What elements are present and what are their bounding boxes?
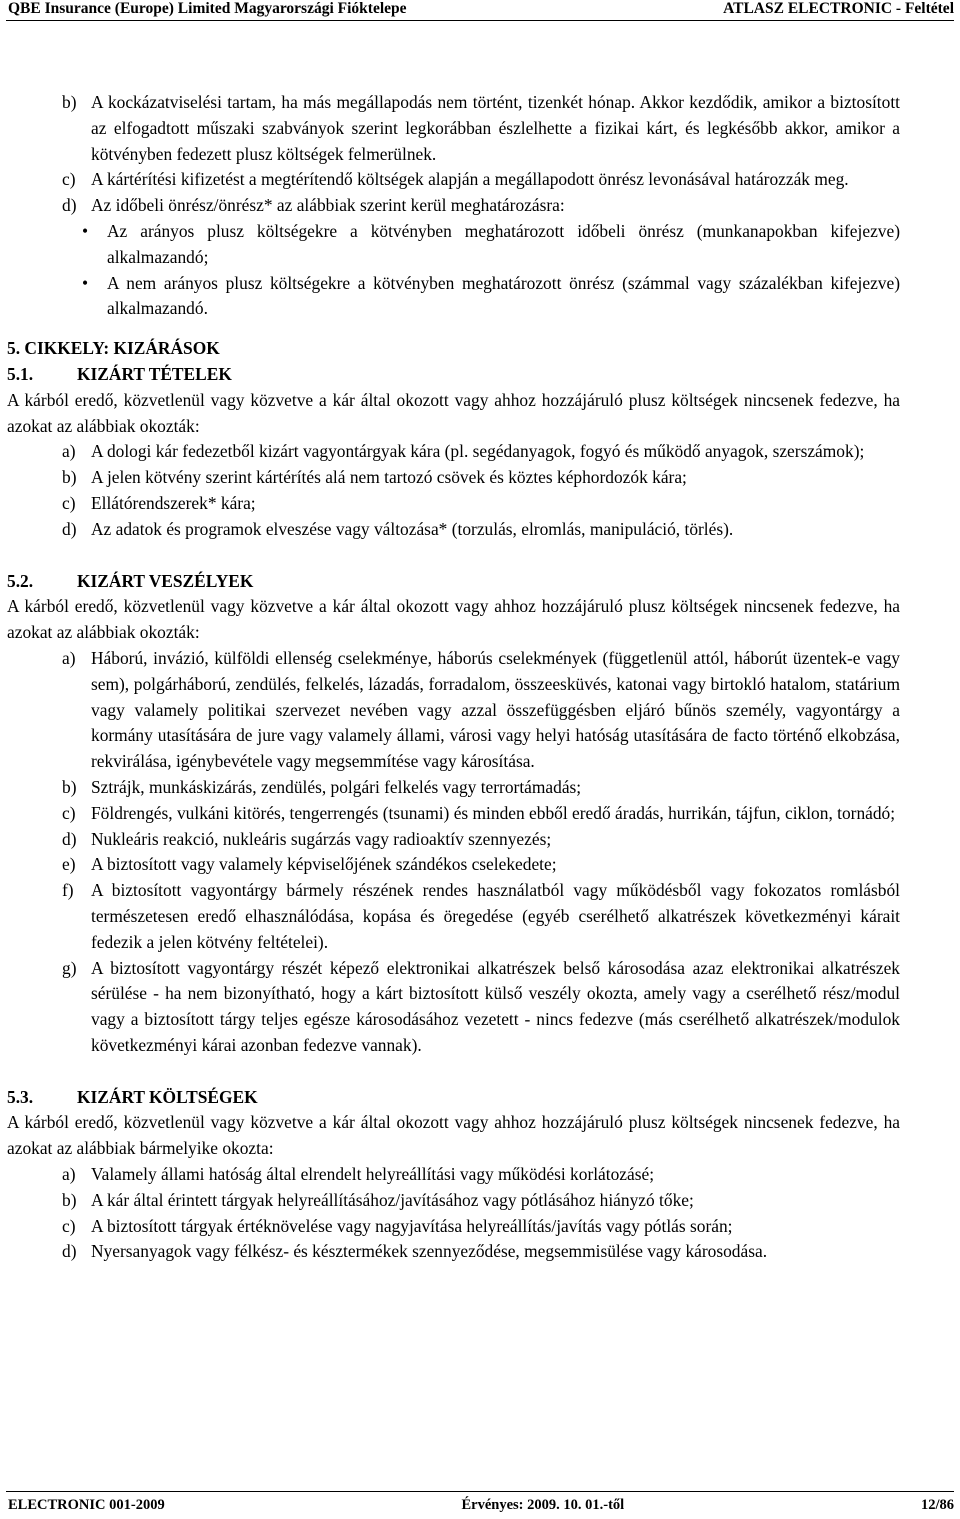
list-item: c) A kártérítési kifizetést a megtérítendő költségek alapján a megállapodott önrész levonásával határozzák meg.	[62, 169, 849, 190]
list-item: a) Valamely állami hatóság által elrendelt helyreállítási vagy működési korlátozásé;	[62, 1164, 655, 1185]
bullet-item: • A nem arányos plusz költségekre a kötvényben meghatározott önrész (számmal vagy százalékban kifejezve) alkalmazandó.	[82, 271, 900, 323]
list-item: d) Az adatok és programok elveszése vagy változása* (torzulás, elromlás, manipuláció, törlés).	[62, 518, 734, 539]
list-item: g) A biztosított vagyontárgy részét képező elektronikai alkatrészek belső károsodása azaz elektronikai alkatrészek sérülése - ha nem bizonyítható, hogy a kárt biztosított külső veszély okozta, amely vagy a cserélhető rész/modul vagy a biztosított tárgy teljes egésze károsodásához vezetett - nincs fedezve (más cserélhető alkatrészek/modulok következményi kárai azonban fedezve vannak).	[62, 957, 900, 1055]
list-item: d) Nukleáris reakció, nukleáris sugárzás vagy radioaktív szennyezés;	[62, 828, 552, 849]
page-footer	[8, 1497, 954, 1514]
subsection-title: 5.3. KIZÁRT KÖLTSÉGEK	[7, 1086, 258, 1107]
header-divider	[6, 20, 954, 21]
bullet-icon: •	[82, 272, 89, 293]
document-body	[7, 90, 900, 1265]
section-title: 5. CIKKELY: KIZÁRÁSOK	[7, 338, 220, 359]
subsection-title: 5.2. KIZÁRT VESZÉLYEK	[7, 570, 254, 591]
subsection-intro: A kárból eredő, közvetlenül vagy közvetve a kár által okozott vagy ahhoz hozzájáruló plusz költségek nincsenek fedezve, ha azokat az alábbiak okozták:	[7, 389, 900, 436]
list-item: b) A jelen kötvény szerint kártérítés alá nem tartozó csövek és köztes képhordozók kára;	[62, 467, 687, 488]
list-item: b) A kockázatviselési tartam, ha más megállapodás nem történt, tizenkét hónap. Akkor kezdődik, amikor a biztosított az elfogadtott műszaki szabványok szerint legkorábban észlelhette a fizikai kárt, és legkésőbb akkor, amikor a kötvényben fedezett plusz költségek felmerülnek.	[62, 92, 900, 164]
subsection-title: 5.1. KIZÁRT TÉTELEK	[7, 363, 232, 384]
list-item: b) Sztrájk, munkáskizárás, zendülés, polgári felkelés vagy terrortámadás;	[62, 776, 582, 797]
subsection-intro: A kárból eredő, közvetlenül vagy közvetve a kár által okozott vagy ahhoz hozzájáruló plusz költségek nincsenek fedezve, ha azokat az alábbiak bármelyike okozta:	[7, 1112, 900, 1159]
footer-validity: Érvényes: 2009. 10. 01.-től	[461, 1497, 625, 1513]
list-item: c) Ellátórendszerek* kára;	[62, 492, 256, 513]
header-company: QBE Insurance (Europe) Limited Magyarországi Fióktelepe	[8, 0, 407, 17]
bullet-item: • Az arányos plusz költségekre a kötvényben meghatározott időbeli önrész (munkanapokban kifejezve) alkalmazandó;	[82, 219, 900, 271]
header-document-title: ATLASZ ELECTRONIC - Feltétel	[723, 0, 954, 17]
list-item: d) Az időbeli önrész/önrész* az alábbiak szerint kerül meghatározásra:	[62, 195, 565, 216]
list-item: e) A biztosított vagy valamely képviselőjének szándékos cselekedete;	[62, 854, 557, 875]
footer-divider	[6, 1491, 954, 1492]
list-item: c) Földrengés, vulkáni kitörés, tengerrengés (tsunami) és minden ebből eredő áradás, hurrikán, tájfun, ciklon, tornádó;	[62, 802, 896, 823]
bullet-icon: •	[82, 220, 89, 241]
list-item: f) A biztosított vagyontárgy bármely részének rendes használatból vagy működésből vagy fokozatos romlásból természetesen eredő elhasználódása, kopása és öregedése (egyéb cserélhető alkatrészek következményi kárait fedezik a jelen kötvény feltételei).	[62, 880, 900, 952]
list-item: d) Nyersanyagok vagy félkész- és késztermékek szennyeződése, megsemmisülése vagy károsodása.	[62, 1241, 768, 1262]
list-item: a) A dologi kár fedezetből kizárt vagyontárgyak kára (pl. segédanyagok, fogyó és működő anyagok, szerszámok);	[62, 441, 865, 462]
page-number: 12/86	[920, 1497, 954, 1513]
list-item: a) Háború, invázió, külföldi ellenség cselekménye, háborús cselekmények (függetlenül attól, háborút üzentek-e vagy sem), polgárháború, zendülés, felkelés, lázadás, forradalom, összeesküvés, katonai vagy birtokló hatalom, statárium vagy valamely politikai szervezet nevében vagy azzal összefüggésben eljáró bűnös személy, vagyontárgy a kormány utasítására de jure vagy valamely állami, városi vagy helyi hatóság utasítására de facto történő elkobzása, rekvirálása, igénybevétele vagy megsemmítése vagy károsítása.	[62, 647, 900, 772]
list-item: c) A biztosított tárgyak értéknövelése vagy nagyjavítása helyreállítás/javítás vagy pótlás során;	[62, 1215, 733, 1236]
page-header	[8, 0, 954, 22]
footer-document-code: ELECTRONIC 001-2009	[8, 1497, 165, 1513]
list-item: b) A kár által érintett tárgyak helyreállításához/javításához vagy pótlásához hiányzó tőke;	[62, 1189, 694, 1210]
subsection-intro: A kárból eredő, közvetlenül vagy közvetve a kár által okozott vagy ahhoz hozzájáruló plusz költségek nincsenek fedezve, ha azokat az alábbiak okozták:	[7, 596, 900, 643]
